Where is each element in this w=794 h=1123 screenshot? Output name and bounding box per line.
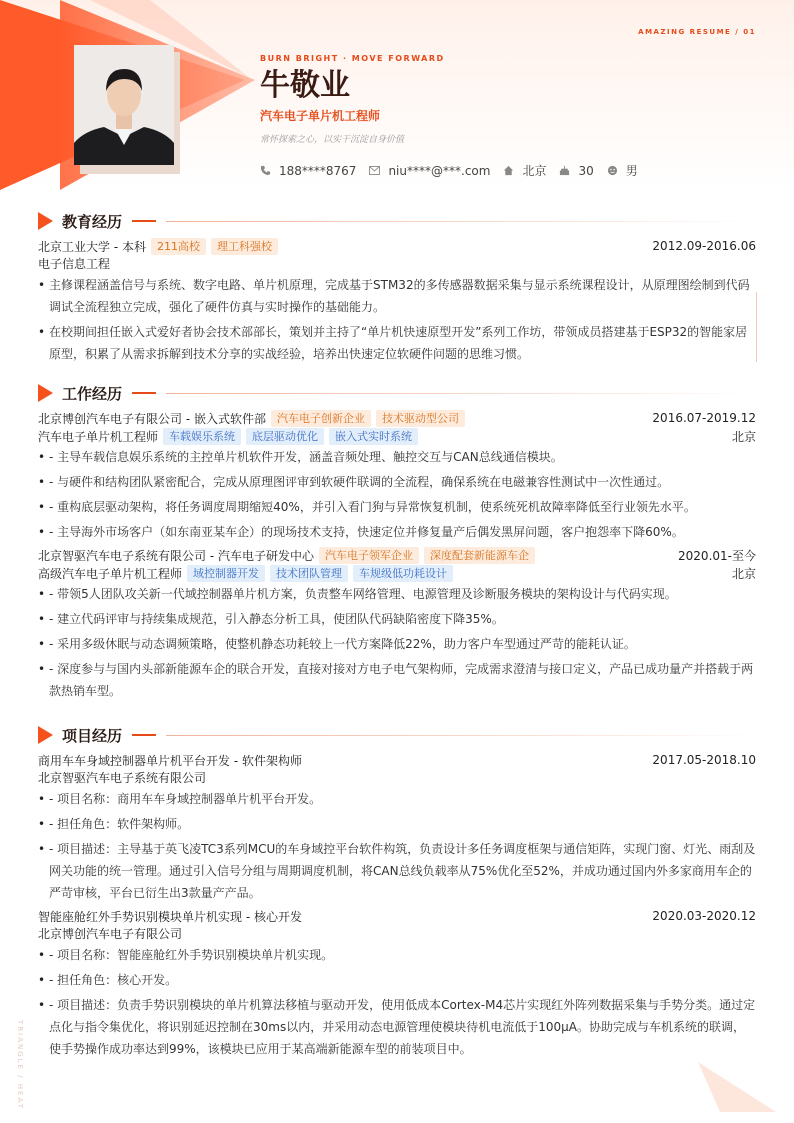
gender-value: 男 — [625, 164, 638, 178]
home-icon — [503, 165, 514, 176]
phone-icon — [260, 165, 271, 176]
school-name: 北京工业大学 - 本科 — [38, 239, 146, 254]
role-tag: 底层驱动优化 — [246, 428, 324, 445]
section-header — [38, 725, 756, 745]
person-icon — [607, 165, 618, 176]
contact-age — [559, 164, 593, 178]
section-line — [166, 221, 756, 222]
project-period: 2020.03-2020.12 — [652, 909, 756, 923]
company-tag: 汽车电子领军企业 — [319, 547, 419, 564]
role-tag: 车载娱乐系统 — [163, 428, 241, 445]
contact-gender — [607, 162, 638, 179]
major: 电子信息工程 — [38, 257, 111, 271]
contact-city — [503, 162, 546, 179]
list-item: • 主修课程涵盖信号与系统、数字电路、单片机原理，完成基于STM32的多传感器数据采集与显示系统课程设计，从原理图绘制到代码调试全流程独立完成，强化了硬件仿真与实时操作的基础能力。 — [38, 274, 756, 318]
section-title: 项目经历 — [62, 726, 123, 745]
list-item: • 在校期间担任嵌入式爱好者协会技术部部长，策划并主持了“单片机快速原型开发”系列工作坊，带领成员搭建基于ESP32的智能家居原型，积累了从需求拆解到技术分享的实战经验，培养出快速定位软硬件问题的思维习惯。 — [38, 321, 756, 365]
education-period: 2012.09-2016.06 — [652, 239, 756, 253]
section-dash — [132, 392, 156, 394]
triangle-icon — [38, 726, 53, 744]
contact-email — [369, 164, 490, 178]
list-item: • - 采用多级休眠与动态调频策略，使整机静态功耗较上一代方案降低22%，助力客户车型通过严苛的能耗认证。 — [38, 633, 756, 655]
accent-line — [756, 292, 757, 362]
project-company: 北京博创汽车电子有限公司 — [38, 927, 183, 941]
triangle-icon — [38, 212, 53, 230]
project-bullets — [38, 788, 756, 904]
section-title: 工作经历 — [62, 384, 123, 403]
section-dash — [132, 220, 156, 222]
section-line — [166, 735, 756, 736]
list-item: • - 主导车载信息娱乐系统的主控单片机软件开发，涵盖音频处理、触控交互与CAN总线通信模块。 — [38, 446, 756, 468]
role-name: 汽车电子单片机工程师 — [38, 429, 159, 444]
list-item: • - 与硬件和结构团队紧密配合，完成从原理图评审到软硬件联调的全流程，确保系统在电磁兼容性测试中一次性通过。 — [38, 471, 756, 493]
phone-value: 188****8767 — [279, 163, 357, 178]
company-tag: 深度配套新能源车企 — [424, 547, 535, 564]
triangle-icon — [38, 384, 53, 402]
list-item: • - 项目名称：商用车车身域控制器单片机平台开发。 — [38, 788, 756, 810]
contact-bar — [260, 162, 651, 179]
company-name: 北京智驱汽车电子系统有限公司 - 汽车电子研发中心 — [38, 548, 314, 563]
company-name: 北京博创汽车电子有限公司 - 嵌入式软件部 — [38, 411, 266, 426]
project-item — [38, 751, 756, 904]
top-tag: AMAZING RESUME / 01 — [638, 28, 756, 36]
school-tag: 理工科强校 — [211, 238, 278, 255]
list-item: • - 项目名称：智能座舱红外手势识别模块单片机实现。 — [38, 944, 756, 966]
contact-phone — [260, 164, 356, 178]
work-location: 北京 — [731, 429, 756, 444]
corner-decoration — [690, 1060, 794, 1123]
education-item — [38, 237, 756, 365]
education-bullets — [38, 274, 756, 365]
role-tag: 技术团队管理 — [270, 565, 348, 582]
candidate-name: 牛敬业 — [260, 68, 350, 103]
project-company: 北京智驱汽车电子系统有限公司 — [38, 771, 207, 785]
role-tag: 嵌入式实时系统 — [329, 428, 418, 445]
work-bullets — [38, 446, 756, 543]
city-value: 北京 — [522, 164, 547, 178]
work-period: 2016.07-2019.12 — [652, 411, 756, 425]
section-title: 教育经历 — [62, 212, 123, 231]
age-value: 30 — [578, 163, 594, 178]
school-tag: 211高校 — [151, 238, 206, 255]
project-name: 智能座舱红外手势识别模块单片机实现 - 核心开发 — [38, 909, 302, 924]
email-value: niu****@***.com — [388, 163, 491, 178]
section-dash — [132, 734, 156, 736]
list-item: • - 担任角色：软件架构师。 — [38, 813, 756, 835]
section-line — [166, 393, 756, 394]
section-header — [38, 383, 756, 403]
work-location: 北京 — [731, 566, 756, 581]
cake-icon — [559, 165, 570, 176]
work-period: 2020.01-至今 — [678, 548, 756, 563]
company-tag: 汽车电子创新企业 — [271, 410, 371, 427]
work-bullets — [38, 583, 756, 702]
list-item: • - 带领5人团队攻关新一代域控制器单片机方案，负责整车网络管理、电源管理及诊断服务模块的架构设计与代码实现。 — [38, 583, 756, 605]
list-item: • - 项目描述：负责手势识别模块的单片机算法移植与驱动开发，使用低成本Cortex-M4芯片实现红外阵列数据采集与手势分类。通过定点化与指令集优化，将识别延迟控制在30ms以内，并采用动态电源管理使模块待机电流低于100μA。协助完成与车机系统的联调，使手势操作成功率达到99%，该模块已应用于某高端新能源车型的前装项目中。 — [38, 994, 756, 1060]
work-item — [38, 546, 756, 702]
side-mark: TRIANGLE / HEAT — [16, 1020, 24, 1110]
avatar — [74, 45, 174, 165]
slogan: 常怀探索之心，以实干沉淀自身价值 — [260, 135, 405, 145]
project-name: 商用车车身域控制器单片机平台开发 - 软件架构师 — [38, 753, 302, 768]
company-tag: 技术驱动型公司 — [376, 410, 465, 427]
job-title: 汽车电子单片机工程师 — [260, 109, 381, 123]
mail-icon — [369, 166, 380, 175]
list-item: • - 深度参与与国内头部新能源车企的联合开发，直接对接对方电子电气架构师，完成需求澄清与接口定义，产品已成功量产并搭载于两款热销车型。 — [38, 658, 756, 702]
list-item: • - 建立代码评审与持续集成规范，引入静态分析工具，使团队代码缺陷密度下降35%。 — [38, 608, 756, 630]
education-section — [38, 211, 756, 368]
list-item: • - 担任角色：核心开发。 — [38, 969, 756, 991]
role-tag: 车规级低功耗设计 — [353, 565, 453, 582]
list-item: • - 重构底层驱动架构，将任务调度周期缩短40%，并引入看门狗与异常恢复机制，使系统死机故障率降低至行业领先水平。 — [38, 496, 756, 518]
motto: BURN BRIGHT · MOVE FORWARD — [260, 54, 445, 63]
section-header — [38, 211, 756, 231]
hero — [260, 54, 445, 145]
project-period: 2017.05-2018.10 — [652, 753, 756, 767]
project-item — [38, 907, 756, 1060]
list-item: • - 项目描述：主导基于英飞凌TC3系列MCU的车身域控平台软件构筑，负责设计多任务调度框架与通信矩阵，实现门窗、灯光、雨刮及网关功能的统一管理。通过引入信号分组与周期调度机制，将CAN总线负载率从75%优化至52%，并成功通过国内外多家商用车企的严苛审核，平台已衍生出3款量产产品。 — [38, 838, 756, 904]
work-section — [38, 383, 756, 705]
role-tag: 域控制器开发 — [187, 565, 265, 582]
role-name: 高级汽车电子单片机工程师 — [38, 566, 183, 581]
work-item — [38, 409, 756, 543]
project-bullets — [38, 944, 756, 1060]
projects-section — [38, 725, 756, 1063]
list-item: • - 主导海外市场客户（如东南亚某车企）的现场技术支持，快速定位并修复量产后偶发黑屏问题，客户抱怨率下降60%。 — [38, 521, 756, 543]
